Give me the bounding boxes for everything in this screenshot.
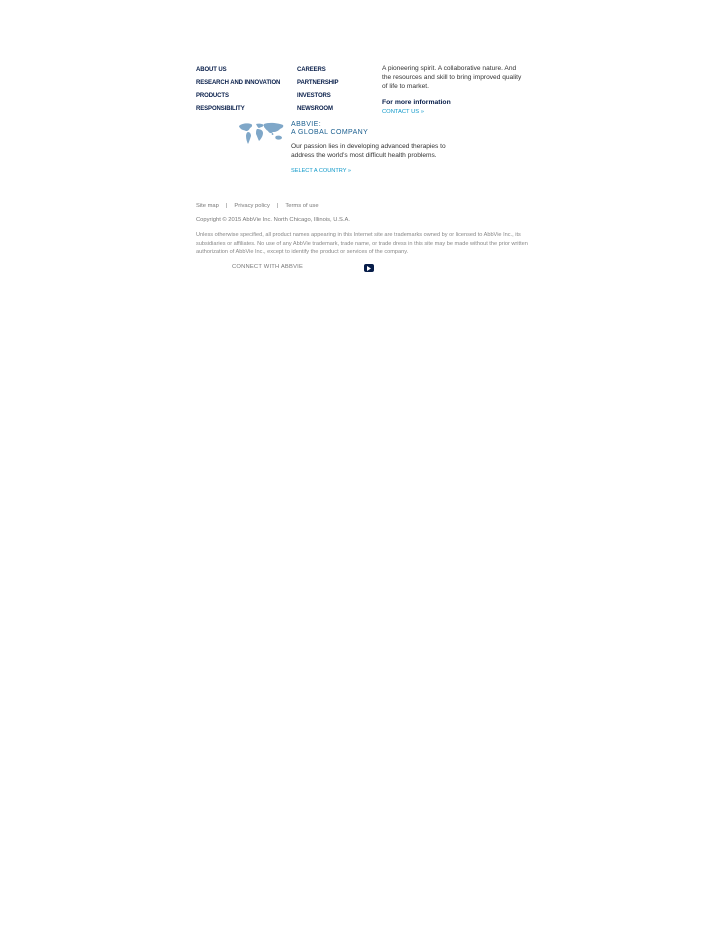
- global-title-line-2: A GLOBAL COMPANY: [291, 129, 369, 136]
- privacy-policy-link[interactable]: Privacy policy: [234, 203, 270, 209]
- nav-link-careers[interactable]: CAREERS: [297, 67, 326, 73]
- company-tagline: A pioneering spirit. A collaborative nature. And the resources and skill to bring improved quality of life to market.: [382, 65, 522, 90]
- contact-us-link[interactable]: CONTACT US »: [382, 109, 424, 115]
- global-title-line-1: ABBVIE:: [291, 121, 322, 128]
- global-description: Our passion lies in developing advanced therapies to address the world’s most difficult health problems.: [291, 143, 446, 159]
- legal-links: [196, 203, 319, 209]
- link-separator: |: [276, 203, 279, 209]
- select-country-link[interactable]: SELECT A COUNTRY »: [291, 168, 352, 174]
- global-company-block: [291, 121, 461, 174]
- nav-link-responsibility[interactable]: RESPONSIBILITY: [196, 106, 245, 112]
- about-block: [382, 64, 522, 117]
- nav-link-about-us[interactable]: ABOUT US: [196, 67, 227, 73]
- nav-link-products[interactable]: PRODUCTS: [196, 93, 229, 99]
- trademark-disclaimer: Unless otherwise specified, all product names appearing in this Internet site are trademarks owned by or licensed to AbbVie Inc., its subsidiaries or affiliates. No use of any AbbVie trademark, trade name, or trade dress in this site may be made without the prior written authorization of AbbVie Inc., except to identify the product or services of the company.: [196, 232, 528, 256]
- nav-link-investors[interactable]: INVESTORS: [297, 93, 331, 99]
- nav-link-partnership[interactable]: PARTNERSHIP: [297, 80, 339, 86]
- copyright-text: Copyright © 2015 AbbVie Inc. North Chicago, Illinois, U.S.A.: [196, 217, 350, 223]
- site-map-link[interactable]: Site map: [196, 203, 219, 209]
- link-separator: |: [225, 203, 228, 209]
- connect-with-abbvie-label: CONNECT WITH ABBVIE: [232, 264, 304, 270]
- nav-link-newsroom[interactable]: NEWSROOM: [297, 106, 333, 112]
- footer-nav-column-2: [297, 64, 338, 116]
- footer-nav-column-1: [196, 64, 280, 116]
- youtube-icon[interactable]: [364, 264, 374, 272]
- more-info-heading: For more information: [382, 99, 451, 106]
- terms-of-use-link[interactable]: Terms of use: [285, 203, 319, 209]
- nav-link-research-and-innovation[interactable]: RESEARCH AND INNOVATION: [196, 80, 281, 86]
- world-map-icon: [236, 120, 288, 146]
